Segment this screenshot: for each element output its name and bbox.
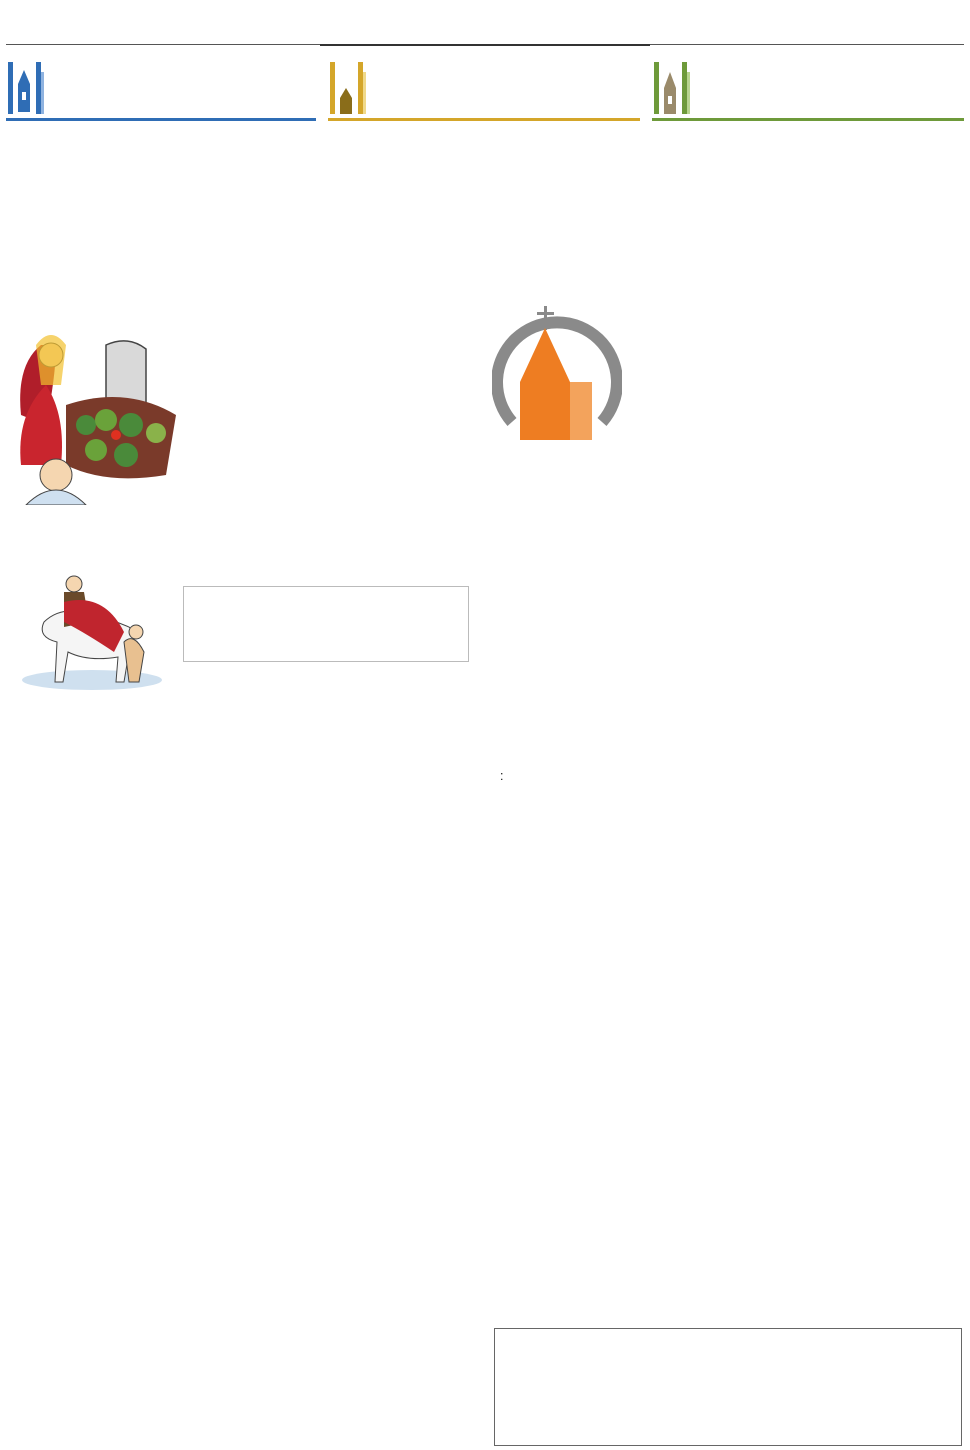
column-merzen-header [6,60,316,121]
column-voltlage-header [652,60,964,121]
column-neuenkirchen-header [328,60,640,121]
header-rule-accent [320,44,650,46]
library-heading: : [500,769,504,783]
grave-blessing-illustration [6,325,181,505]
church-logo-icon [492,302,622,440]
church-icon [8,62,46,114]
column-voltlage [652,60,964,121]
parish-offices [6,1075,478,1083]
advent-concert-notice [494,1328,962,1446]
st-martin-illustration [14,562,169,702]
marienkirchengemeinde-logo [492,300,966,450]
column-neuenkirchen [328,60,640,121]
church-icon [654,62,692,114]
congregation-info [500,760,962,794]
column-merzen [6,60,316,121]
grave-blessing-info [188,346,488,354]
st-martin-notice [183,586,469,662]
church-icon [330,62,368,114]
